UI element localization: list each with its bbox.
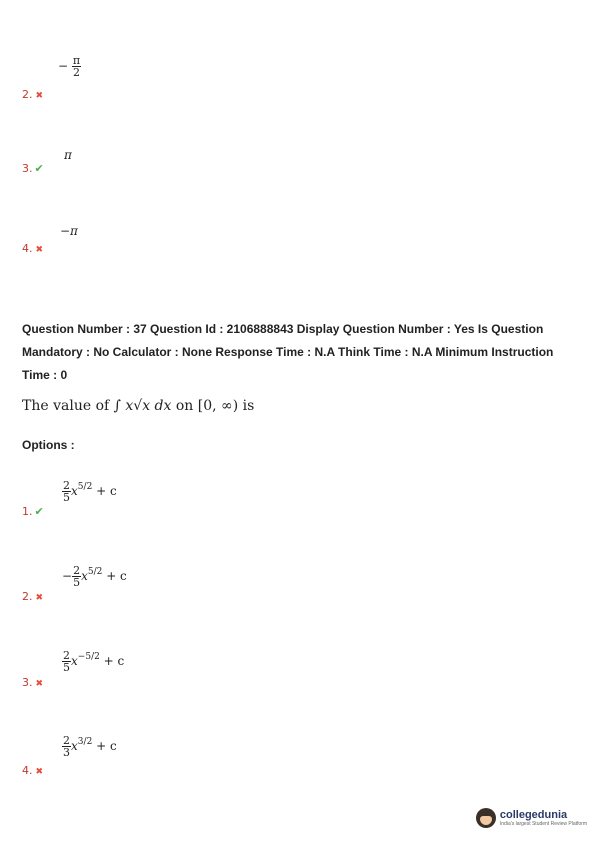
option-3-math [62,650,124,673]
options-heading: Options : [22,438,75,452]
fraction [62,650,71,673]
option-2-math [62,565,127,588]
option-1-math [62,480,117,503]
option-1-label[interactable] [22,505,44,518]
metadata-line: Time : 0 [22,368,68,382]
question-metadata [22,318,582,387]
fraction [62,480,71,503]
fraction-denominator: 5 [73,576,81,589]
logo-name: collegedunia [499,809,568,821]
stem-text: is [242,398,255,414]
minus-sign: − [58,59,69,73]
collegedunia-logo [476,808,587,828]
constant-term: + c [106,569,127,583]
constant-term: + c [103,654,125,668]
fraction-numerator: 2 [63,479,70,492]
prev-option-3-math: π [64,148,72,162]
fraction-numerator: 2 [63,734,70,747]
check-icon: ✔ [34,505,44,518]
cross-icon: ✖ [35,245,44,255]
fraction-denominator: 3 [63,746,70,759]
option-number: 3. [22,676,33,689]
exponent: −5/2 [77,652,100,662]
option-2-label[interactable] [22,590,43,603]
logo-tagline: India's largest Student Review Platform [499,821,587,827]
stem-text: The value of [22,398,110,414]
logo-mascot-icon [476,808,496,828]
option-number: 3. [22,162,33,175]
variable: x [81,569,88,583]
fraction-denominator: 5 [63,661,70,674]
fraction-denominator: 2 [73,66,80,79]
fraction [72,55,81,78]
option-number: 2. [22,88,33,101]
prev-option-4-math: −π [60,224,78,238]
cross-icon: ✖ [35,91,44,101]
constant-term: + c [96,484,117,498]
fraction [72,565,81,588]
prev-option-4-label[interactable] [22,242,43,255]
constant-term: + c [96,739,117,753]
check-icon: ✔ [34,162,44,175]
metadata-line: Mandatory : No Calculator : None Response Time : N.A Think Time : N.A Minimum Instruction [22,345,554,359]
variable: x [71,484,78,498]
prev-option-2-math [58,55,81,78]
minus-sign: − [62,569,73,583]
fraction-numerator: 2 [73,564,81,577]
exponent: 5/2 [87,567,103,577]
prev-option-3-label[interactable] [22,162,44,175]
cross-icon: ✖ [35,679,44,689]
option-number: 1. [22,505,33,518]
option-number: 4. [22,242,33,255]
prev-option-2-label[interactable] [22,88,43,101]
stem-integral: ∫ x√x dx [113,398,172,414]
cross-icon: ✖ [35,593,44,603]
exponent: 3/2 [77,737,93,747]
variable: x [71,654,78,668]
fraction [62,735,71,758]
exponent: 5/2 [77,482,93,492]
fraction-numerator: 2 [63,649,70,662]
variable: x [71,739,78,753]
option-number: 4. [22,764,33,777]
stem-text: on [175,398,194,414]
option-4-math [62,735,117,758]
metadata-line: Question Number : 37 Question Id : 2106888843 Display Question Number : Yes Is Question [22,322,544,336]
fraction-numerator: π [72,54,81,67]
fraction-denominator: 5 [63,491,70,504]
cross-icon: ✖ [35,767,44,777]
option-3-label[interactable] [22,676,43,689]
option-4-label[interactable] [22,764,43,777]
option-number: 2. [22,590,33,603]
question-stem [22,398,254,414]
stem-interval: [0, ∞) [197,398,239,414]
